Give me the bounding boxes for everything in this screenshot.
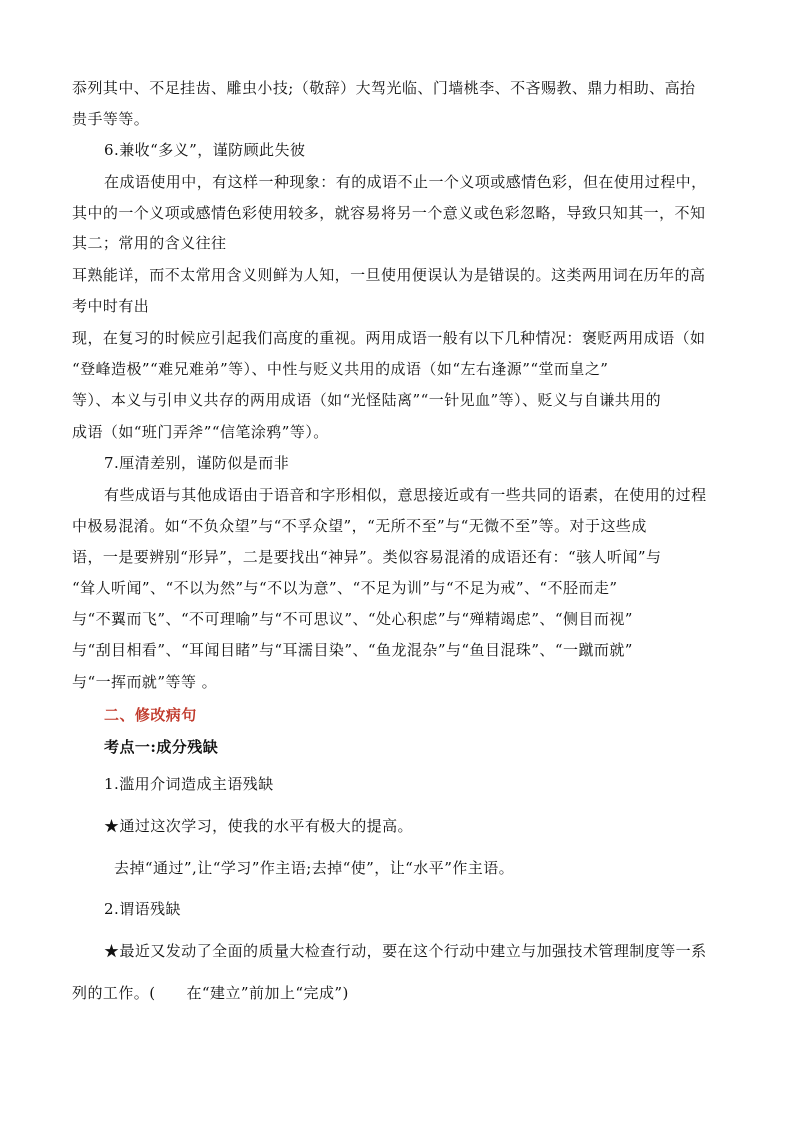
text-line: 中极易混淆。如“不负众望”与“不孚众望”，“无所不至”与“无微不至”等。对于这些成: [72, 517, 647, 535]
text-line: 现，在复习的时候应引起我们高度的重视。两用成语一般有以下几种情况：褒贬两用成语（如: [72, 329, 706, 347]
text-line: 考中时有出: [72, 297, 150, 315]
text-line: 等）、本义与引申义共存的两用成语（如“光怪陆离”“一针见血”等）、贬义与自谦共用的: [72, 391, 662, 409]
topic-heading: 考点一:成分残缺: [104, 738, 219, 756]
text-line: 与“刮目相看”、“耳闻目睹”与“耳濡目染”、“鱼龙混杂”与“鱼目混珠”、“一蹴而就”: [72, 641, 633, 659]
text-line: 忝列其中、不足挂齿、雕虫小技;（敬辞）大驾光临、门墙桃李、不吝赐教、鼎力相助、高抬: [72, 79, 696, 97]
text-line: 与“一挥而就”等等 。: [72, 673, 218, 691]
text-line: 其二；常用的含义往往: [72, 234, 227, 252]
text-line: 成语（如“班门弄斧”“信笔涂鸦”等）。: [72, 423, 329, 441]
subheading: 7.厘清差别，谨防似是而非: [104, 454, 290, 472]
text-line: 其中的一个义项或感情色彩使用较多，就容易将另一个意义或色彩忽略，导致只知其一，不知: [72, 204, 706, 222]
text-line: 与“不翼而飞”、“不可理喻”与“不可思议”、“处心积虑”与“殚精竭虑”、“侧目而视”: [72, 610, 633, 628]
text-line: “耸人听闻”、“不以为然”与“不以为意”、“不足为训”与“不足为戒”、“不胫而走”: [72, 579, 618, 597]
text-line: 有些成语与其他成语由于语音和字形相似，意思接近或有一些共同的语素，在使用的过程: [104, 486, 707, 504]
example-sentence: ★通过这次学习，使我的水平有极大的提高。: [104, 817, 414, 835]
text-line: 耳熟能详，而不太常用含义则鲜为人知，一旦使用便误认为是错误的。这类两用词在历年的高: [72, 266, 706, 284]
section-heading: 二、修改病句: [104, 706, 197, 724]
example-sentence: ★最近又发动了全面的质量大检查行动，要在这个行动中建立与加强技术管理制度等一系: [104, 942, 707, 960]
text-line: “登峰造极”“难兄难弟”等）、中性与贬义共用的成语（如“左右逢源”“堂而皇之”: [72, 360, 609, 378]
correction-note: 去掉“通过”,让“学习”作主语;去掉“使”，让“水平”作主语。: [114, 859, 515, 877]
text-line: 语，一是要辨别“形异”，二是要找出“神异”。类似容易混淆的成语还有：“骇人听闻”与: [72, 548, 662, 566]
subheading: 2.谓语残缺: [104, 900, 182, 918]
text-line: 贵手等等。: [72, 110, 150, 128]
subheading: 6.兼收“多义”，谨防顾此失彼: [104, 141, 306, 159]
example-sentence: 列的工作。( 在“建立”前加上“完成”): [72, 984, 349, 1002]
text-line: 在成语使用中，有这样一种现象：有的成语不止一个义项或感情色彩，但在使用过程中，: [104, 173, 707, 191]
subheading: 1.滥用介词造成主语残缺: [104, 775, 274, 793]
